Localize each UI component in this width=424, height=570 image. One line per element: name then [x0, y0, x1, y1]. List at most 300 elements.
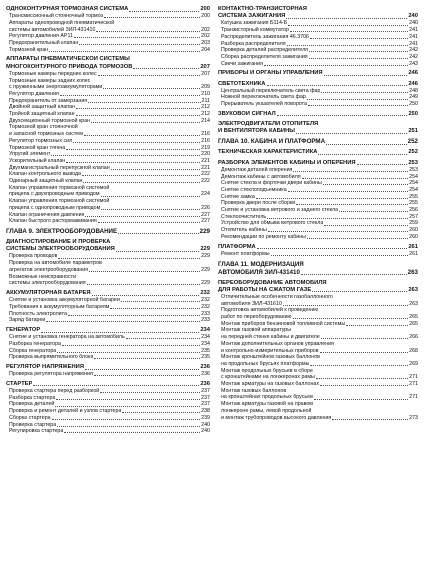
- toc-entry[interactable]: [6, 408, 210, 415]
- toc-page-number: 243: [409, 60, 418, 67]
- toc-entry[interactable]: [6, 151, 210, 158]
- dot-leader: [62, 345, 200, 346]
- toc-page-number: 263: [408, 286, 418, 293]
- chapter-heading[interactable]: [218, 138, 418, 146]
- toc-page-number: 235: [201, 354, 210, 361]
- dot-leader: [288, 25, 408, 26]
- toc-entry-title: Прерыватель указателей поворота: [221, 101, 307, 108]
- toc-entry-title: ГЛАВА 9. ЭЛЕКТРООБОРУДОВАНИЕ: [6, 228, 118, 235]
- dot-leader: [324, 225, 408, 226]
- toc-entry[interactable]: [218, 408, 418, 415]
- dot-leader: [49, 51, 200, 52]
- toc-entry-title: с пружинными энергоаккумуляторами: [9, 84, 103, 91]
- section-heading[interactable]: [218, 244, 418, 251]
- toc-entry[interactable]: [6, 71, 210, 78]
- toc-entry-title: Снятие стекла и форточки двери кабины: [221, 180, 322, 187]
- toc-entry[interactable]: [6, 274, 210, 281]
- toc-entry-title: Монтаж арматуры на газовых баллонах: [221, 381, 319, 388]
- toc-entry[interactable]: [218, 321, 418, 328]
- dot-leader: [301, 274, 407, 275]
- section-heading[interactable]: [218, 13, 418, 20]
- dot-leader: [96, 31, 200, 32]
- toc-entry[interactable]: [218, 327, 418, 334]
- toc-entry[interactable]: [6, 40, 210, 47]
- section-heading[interactable]: [218, 149, 418, 156]
- toc-entry[interactable]: [218, 314, 418, 321]
- toc-page-number: 271: [409, 381, 418, 388]
- toc-page-number: 204: [201, 46, 210, 53]
- toc-page-number: 251: [408, 128, 418, 135]
- toc-entry[interactable]: [6, 422, 210, 429]
- toc-entry-title: Клапан управления тормозной системой: [9, 198, 110, 205]
- toc-entry[interactable]: [6, 158, 210, 165]
- toc-entry[interactable]: [218, 174, 418, 181]
- toc-entry[interactable]: [6, 84, 210, 91]
- chapter-heading[interactable]: [218, 269, 418, 277]
- toc-page-number: 219: [201, 144, 210, 151]
- toc-page-number: 265: [409, 314, 418, 321]
- toc-entry[interactable]: [6, 395, 210, 402]
- dot-leader: [101, 209, 200, 210]
- toc-entry[interactable]: [6, 334, 210, 341]
- toc-entry-title: ДИАГНОСТИРОВАНИЕ И ПРОВЕРКА: [6, 239, 111, 245]
- toc-entry[interactable]: [6, 20, 210, 27]
- toc-entry[interactable]: [6, 171, 210, 178]
- toc-entry-title: Монтаж газовых баллонов: [221, 387, 287, 394]
- dot-leader: [57, 426, 200, 427]
- toc-page-number: 229: [201, 280, 210, 287]
- dot-leader: [309, 51, 408, 52]
- dot-leader: [126, 338, 200, 339]
- toc-entry[interactable]: [218, 374, 418, 381]
- toc-page-number: 220: [201, 151, 210, 158]
- toc-entry[interactable]: [218, 34, 418, 41]
- toc-page-number: 250: [409, 101, 418, 108]
- toc-entry[interactable]: [6, 297, 210, 304]
- toc-entry-title: Аппараты однопроводной пневматической: [9, 19, 115, 26]
- toc-entry[interactable]: [6, 205, 210, 212]
- toc-entry-title: Снятие и установка генератора на автомобиль: [9, 334, 125, 341]
- chapter-heading[interactable]: [6, 228, 210, 236]
- toc-entry-title: Упругий элемент: [9, 151, 51, 158]
- section-heading[interactable]: [218, 128, 418, 135]
- toc-entry[interactable]: [6, 253, 210, 260]
- dot-leader: [66, 149, 200, 150]
- toc-entry-title: на продольных брусьях платформы: [221, 360, 310, 367]
- dot-leader: [55, 406, 200, 407]
- toc-entry-title: Снятие замка: [221, 193, 255, 200]
- toc-entry[interactable]: [218, 27, 418, 34]
- toc-page-number: 216: [201, 137, 210, 144]
- dot-leader: [98, 75, 201, 76]
- toc-entry-title: Подготовка автомобилей к проведению: [221, 307, 319, 314]
- toc-entry[interactable]: [218, 61, 418, 68]
- section-heading[interactable]: [6, 327, 210, 334]
- toc-page-number: 259: [409, 220, 418, 227]
- section-heading[interactable]: [6, 239, 210, 246]
- toc-entry[interactable]: [218, 180, 418, 187]
- dot-leader: [60, 95, 200, 96]
- toc-page-number: 254: [409, 180, 418, 187]
- toc-entry-title: ПРИБОРЫ И ОРГАНЫ УПРАВЛЕНИЯ: [218, 70, 323, 77]
- dot-leader: [94, 375, 200, 376]
- toc-entry-title: Тормозной кран стояночной: [9, 124, 78, 131]
- toc-entry[interactable]: [218, 388, 418, 395]
- toc-page-number: 261: [408, 243, 418, 250]
- dot-leader: [320, 385, 408, 386]
- section-heading[interactable]: [218, 160, 418, 167]
- toc-page-number: 202: [201, 33, 210, 40]
- dot-leader: [87, 284, 201, 285]
- toc-entry[interactable]: [6, 98, 210, 105]
- section-heading[interactable]: [6, 246, 210, 253]
- toc-entry[interactable]: [6, 280, 210, 287]
- toc-entry[interactable]: [6, 124, 210, 131]
- section-heading[interactable]: [218, 121, 418, 128]
- section-heading[interactable]: [6, 381, 210, 388]
- toc-entry[interactable]: [6, 78, 210, 85]
- dot-leader: [73, 142, 200, 143]
- toc-page-number: 271: [409, 374, 418, 381]
- toc-entry-title: Распределитель зажигания 46.3706: [221, 33, 309, 40]
- toc-entry-title: Регулятор давления АР11: [9, 33, 73, 40]
- dot-leader: [307, 99, 408, 100]
- toc-page-number: 202: [201, 26, 210, 33]
- toc-entry[interactable]: [6, 178, 210, 185]
- toc-page-number: 234: [200, 326, 210, 333]
- toc-entry[interactable]: [218, 415, 418, 422]
- toc-entry[interactable]: [218, 194, 418, 201]
- dot-leader: [318, 154, 407, 155]
- toc-entry-title: Тормозной кран: [9, 46, 49, 53]
- toc-page-number: 236: [201, 371, 210, 378]
- toc-entry[interactable]: [218, 341, 418, 348]
- toc-entry[interactable]: [218, 20, 418, 27]
- dot-leader: [101, 196, 201, 197]
- toc-entry[interactable]: [6, 311, 210, 318]
- section-heading[interactable]: [6, 290, 210, 297]
- toc-entry[interactable]: [6, 104, 210, 111]
- dot-leader: [326, 144, 407, 145]
- toc-page-number: 249: [409, 94, 418, 101]
- toc-entry[interactable]: [6, 165, 210, 172]
- toc-entry[interactable]: [6, 118, 210, 125]
- toc-page-number: 233: [201, 310, 210, 317]
- dot-leader: [283, 305, 408, 306]
- toc-page-number: 222: [201, 178, 210, 185]
- toc-entry-title: Рекомендации по ремонту кабины: [221, 233, 306, 240]
- toc-page-number: 229: [201, 266, 210, 273]
- dot-leader: [256, 198, 408, 199]
- toc-page-number: 254: [409, 186, 418, 193]
- toc-entry-title: Устройство для обмыва ветрового стекла: [221, 220, 324, 227]
- toc-page-number: 260: [409, 227, 418, 234]
- dot-leader: [111, 169, 201, 170]
- toc-entry[interactable]: [218, 207, 418, 214]
- toc-entry[interactable]: [218, 294, 418, 301]
- chapter-heading[interactable]: [218, 261, 418, 269]
- toc-page-number: 266: [409, 334, 418, 341]
- section-heading[interactable]: [218, 81, 418, 88]
- toc-page-number: 254: [409, 173, 418, 180]
- dot-leader: [116, 251, 200, 252]
- toc-page-number: 242: [409, 47, 418, 54]
- toc-entry[interactable]: [6, 348, 210, 355]
- toc-entry-title: Предохранительный клапан: [9, 40, 79, 47]
- toc-page-number: 237: [201, 388, 210, 395]
- toc-entry[interactable]: [6, 47, 210, 54]
- dot-leader: [104, 17, 200, 18]
- toc-entry-title: Проверка деталей распределителя: [221, 47, 309, 54]
- toc-entry[interactable]: [218, 368, 418, 375]
- dot-leader: [288, 191, 408, 192]
- dot-leader: [293, 171, 408, 172]
- toc-page-number: 261: [409, 250, 418, 257]
- toc-entry-title: Плотность электролита: [9, 310, 67, 317]
- toc-entry[interactable]: [6, 218, 210, 225]
- toc-entry[interactable]: [218, 394, 418, 401]
- toc-page-number: 269: [409, 360, 418, 367]
- dot-leader: [92, 295, 200, 296]
- toc-page-number: 224: [201, 191, 210, 198]
- toc-entry-title: прицепа с однопроводным приводом: [9, 204, 101, 211]
- toc-entry-title: Монтаж кронштейнов газовых баллонов: [221, 354, 320, 361]
- dot-leader: [308, 105, 408, 106]
- toc-entry-title: на кронштейнах продольных брусьев: [221, 394, 313, 401]
- toc-entry[interactable]: [6, 260, 210, 267]
- section-heading[interactable]: [6, 64, 210, 71]
- dot-leader: [98, 222, 200, 223]
- dot-leader: [110, 308, 200, 309]
- section-heading[interactable]: [6, 56, 210, 63]
- toc-column-left: [6, 6, 210, 435]
- toc-entry[interactable]: [218, 361, 418, 368]
- toc-entry-title: Монтаж газовой аппаратуры: [221, 327, 292, 334]
- toc-entry[interactable]: [6, 13, 210, 20]
- toc-entry[interactable]: [6, 198, 210, 205]
- toc-page-number: 227: [201, 218, 210, 225]
- toc-entry-title: Проверка деталей: [9, 401, 55, 408]
- toc-entry[interactable]: [6, 371, 210, 378]
- toc-entry[interactable]: [218, 167, 418, 174]
- toc-page-number: 216: [201, 131, 210, 138]
- toc-page-number: 232: [200, 289, 210, 296]
- toc-entry[interactable]: [218, 220, 418, 227]
- toc-entry-title: СТАРТЕР: [6, 380, 33, 387]
- toc-page-number: 232: [201, 297, 210, 304]
- toc-entry[interactable]: [6, 91, 210, 98]
- toc-entry[interactable]: [218, 381, 418, 388]
- dot-leader: [264, 65, 408, 66]
- toc-page-number: 222: [201, 171, 210, 178]
- toc-page-number: 273: [409, 414, 418, 421]
- section-heading[interactable]: [6, 6, 210, 13]
- toc-entry[interactable]: [218, 234, 418, 241]
- toc-entry-title: работ по переоборудованию: [221, 314, 292, 321]
- dot-leader: [133, 68, 199, 69]
- toc-page-number: 236: [200, 363, 210, 370]
- section-heading[interactable]: [218, 280, 418, 287]
- toc-entry-title: ГЕНЕРАТОР: [6, 326, 41, 333]
- toc-page-number: 211: [201, 97, 210, 104]
- toc-entry[interactable]: [6, 131, 210, 138]
- toc-entry[interactable]: [6, 415, 210, 422]
- toc-entry-title: Демонтаж деталей оперения: [221, 166, 293, 173]
- toc-entry[interactable]: [6, 145, 210, 152]
- toc-entry[interactable]: [6, 341, 210, 348]
- toc-page-number: 232: [201, 303, 210, 310]
- toc-entry[interactable]: [6, 212, 210, 219]
- toc-page-number: 200: [200, 6, 210, 12]
- toc-entry-title: Тормозной кран тягача: [9, 144, 66, 151]
- toc-entry[interactable]: [218, 348, 418, 355]
- toc-page-number: 238: [201, 408, 210, 415]
- toc-page-number: 252: [407, 138, 418, 146]
- dot-leader: [66, 162, 200, 163]
- toc-entry[interactable]: [218, 307, 418, 314]
- toc-entry-title: РАЗБОРКА ЭЛЕМЕНТОВ КАБИНЫ И ОПЕРЕНИЯ: [218, 159, 356, 166]
- toc-entry[interactable]: [218, 401, 418, 408]
- toc-entry-title: Проверка стартера перед разборкой: [9, 388, 100, 395]
- toc-entry[interactable]: [6, 388, 210, 395]
- toc-entry[interactable]: [6, 354, 210, 361]
- section-heading[interactable]: [218, 70, 418, 77]
- dot-leader: [286, 18, 407, 19]
- toc-entry[interactable]: [218, 47, 418, 54]
- section-heading[interactable]: [218, 287, 418, 294]
- toc-entry-title: Центральный переключатель света фар: [221, 87, 321, 94]
- dot-leader: [129, 11, 199, 12]
- toc-entry-title: Катушка зажигания Б114-Б: [221, 20, 288, 27]
- toc-entry[interactable]: [218, 88, 418, 95]
- toc-page-number: 241: [409, 33, 418, 40]
- dot-leader: [76, 108, 200, 109]
- toc-entry-title: Разборка стартера: [9, 394, 56, 401]
- toc-entry-title: системы автомобилей ЗИЛ-431410: [9, 26, 96, 33]
- toc-entry[interactable]: [6, 304, 210, 311]
- toc-entry[interactable]: [6, 191, 210, 198]
- toc-entry[interactable]: [6, 111, 210, 118]
- toc-entry-title: ГЛАВА 10. КАБИНА И ПЛАТФОРМА: [218, 138, 326, 146]
- dot-leader: [83, 182, 200, 183]
- dot-leader: [268, 231, 408, 232]
- dot-leader: [293, 318, 409, 319]
- toc-entry-title: Требования к аккумуляторным батареям: [9, 303, 110, 310]
- toc-page-number: 268: [409, 347, 418, 354]
- dot-leader: [57, 352, 200, 353]
- section-heading[interactable]: [218, 6, 418, 13]
- toc-page-number: 240: [409, 20, 418, 27]
- toc-page-number: 221: [201, 157, 210, 164]
- toc-entry-title: Стеклоочиститель: [221, 213, 267, 220]
- toc-entry-title: Клапан ограничения давления: [9, 211, 85, 218]
- toc-entry[interactable]: [6, 185, 210, 192]
- dot-leader: [56, 399, 200, 400]
- toc-page-number: 255: [409, 193, 418, 200]
- toc-page-number: 257: [409, 213, 418, 220]
- dot-leader: [33, 385, 199, 386]
- dot-leader: [346, 325, 408, 326]
- dot-leader: [357, 164, 408, 165]
- toc-entry-title: Монтаж приборов бензиновой топливной системы: [221, 320, 346, 327]
- toc-page-number: 233: [201, 317, 210, 324]
- toc-entry[interactable]: [6, 33, 210, 40]
- toc-entry[interactable]: [218, 227, 418, 234]
- dot-leader: [58, 258, 200, 259]
- toc-entry-title: ЗВУКОВОЙ СИГНАЛ: [218, 110, 276, 117]
- toc-page-number: 212: [201, 104, 210, 111]
- toc-entry[interactable]: [6, 138, 210, 145]
- toc-entry-title: Разборка генератора: [9, 340, 62, 347]
- toc-entry[interactable]: [218, 94, 418, 101]
- toc-entry[interactable]: [218, 54, 418, 61]
- toc-entry-title: ТЕХНИЧЕСКАЯ ХАРАКТЕРИСТИКА: [218, 149, 318, 156]
- toc-entry-title: Одинарный защитный клапан: [9, 178, 83, 185]
- toc-entry-title: Сборка генератора: [9, 347, 57, 354]
- toc-page-number: 239: [201, 414, 210, 421]
- toc-entry[interactable]: [6, 27, 210, 34]
- toc-entry[interactable]: [218, 334, 418, 341]
- toc-entry-title: ГЛАВА 11. МОДЕРНИЗАЦИЯ: [218, 260, 304, 268]
- toc-entry-title: И ВЕНТИЛЯТОРА КАБИНЫ: [218, 128, 295, 135]
- toc-page-number: 253: [409, 166, 418, 173]
- toc-entry-title: Проверка и ремонт деталей и узлов стартера: [9, 408, 122, 415]
- toc-page-number: 241: [409, 27, 418, 34]
- dot-leader: [321, 338, 408, 339]
- toc-entry-title: Проверка регулятора напряжения: [9, 371, 93, 378]
- dot-leader: [307, 238, 408, 239]
- toc-entry[interactable]: [6, 401, 210, 408]
- toc-page-number: 226: [201, 204, 210, 211]
- toc-entry-title: ОДНОКОНТУРНАЯ ТОРМОЗНАЯ СИСТЕМА: [6, 6, 129, 12]
- toc-page-number: 235: [201, 347, 210, 354]
- toc-entry-title: Клапан быстрого растормаживания: [9, 218, 97, 225]
- toc-page-number: 229: [200, 246, 210, 253]
- toc-page-number: 246: [408, 70, 418, 77]
- toc-page-number: 207: [200, 63, 210, 70]
- toc-entry[interactable]: [218, 41, 418, 48]
- dot-leader: [296, 133, 407, 134]
- toc-page-number: 229: [199, 228, 210, 235]
- toc-entry-title: Проверка стартера: [9, 421, 57, 428]
- section-heading[interactable]: [218, 111, 418, 118]
- toc-entry-title: СИСТЕМЫ ЭЛЕКТРООБОРУДОВАНИЯ: [6, 246, 115, 253]
- section-heading[interactable]: [6, 364, 210, 371]
- toc-entry[interactable]: [6, 428, 210, 435]
- toc-entry[interactable]: [218, 101, 418, 108]
- dot-leader: [94, 358, 200, 359]
- toc-entry[interactable]: [218, 354, 418, 361]
- dot-leader: [257, 248, 408, 249]
- toc-entry-title: АККУМУЛЯТОРНАЯ БАТАРЕЯ: [6, 289, 91, 296]
- toc-entry[interactable]: [218, 214, 418, 221]
- toc-entry-title: и монтаж трубопроводов высокого давления: [221, 414, 332, 421]
- toc-entry[interactable]: [218, 200, 418, 207]
- dot-leader: [68, 315, 200, 316]
- toc-entry[interactable]: [218, 301, 418, 308]
- toc-entry[interactable]: [6, 317, 210, 324]
- toc-page-number: 263: [409, 300, 418, 307]
- toc-entry-title: Монтаж продольных брусьев в сборе: [221, 367, 313, 374]
- toc-page-number: 240: [408, 13, 418, 20]
- toc-page-number: 209: [201, 84, 210, 91]
- dot-leader: [118, 233, 199, 234]
- toc-entry[interactable]: [6, 267, 210, 274]
- dot-leader: [267, 218, 408, 219]
- toc-page-number: 200: [201, 13, 210, 20]
- toc-entry[interactable]: [218, 187, 418, 194]
- toc-entry[interactable]: [218, 251, 418, 258]
